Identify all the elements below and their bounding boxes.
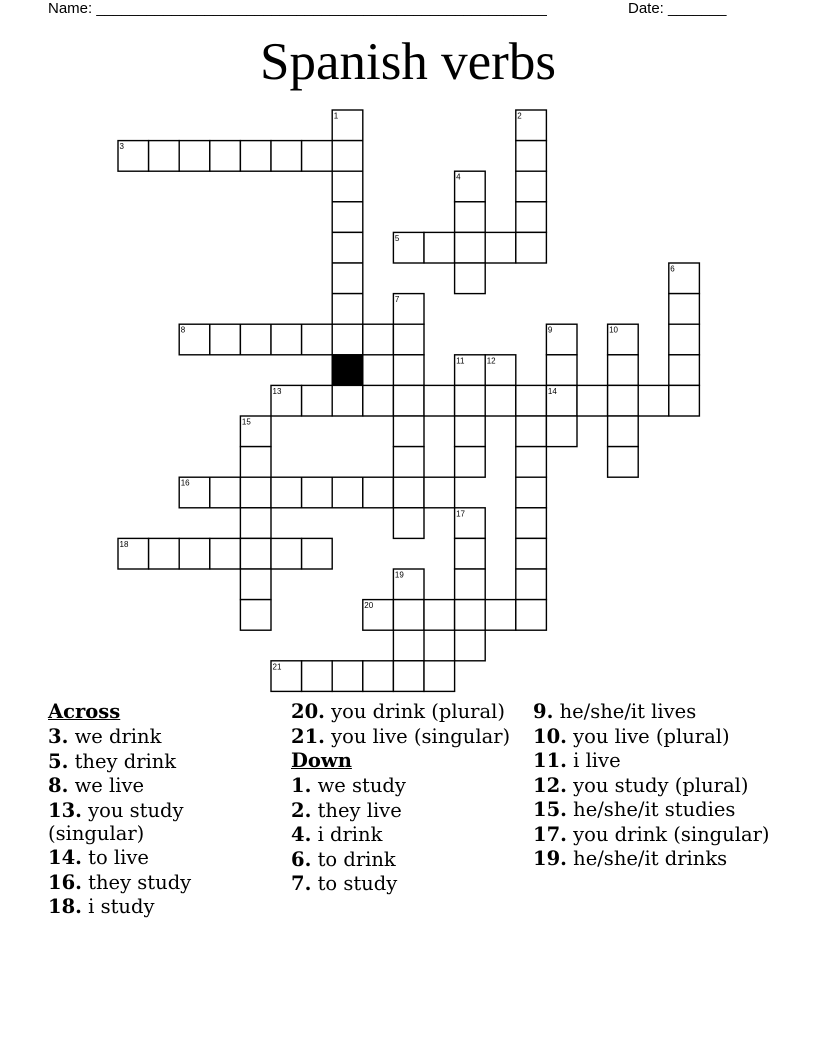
grid-cell[interactable] bbox=[240, 477, 271, 508]
clue-item bbox=[533, 749, 803, 772]
clue-number: 4. bbox=[291, 823, 312, 846]
grid-cell[interactable] bbox=[271, 324, 302, 355]
clue-number: 18. bbox=[48, 895, 82, 918]
grid-cell[interactable] bbox=[210, 538, 241, 569]
clue-item bbox=[533, 700, 803, 723]
grid-cell[interactable] bbox=[669, 294, 700, 325]
grid-cell[interactable] bbox=[332, 171, 363, 202]
grid-cell[interactable] bbox=[393, 600, 424, 631]
clue-number-label: 6 bbox=[670, 264, 675, 274]
grid-cell[interactable] bbox=[608, 355, 639, 386]
clue-text: to study bbox=[317, 872, 398, 895]
across-clue-list-continued bbox=[291, 700, 521, 748]
grid-cell[interactable] bbox=[516, 447, 547, 478]
clue-text: he/she/it lives bbox=[559, 700, 697, 723]
grid-cell[interactable] bbox=[516, 569, 547, 600]
grid-cell[interactable] bbox=[669, 324, 700, 355]
grid-cell[interactable] bbox=[424, 600, 455, 631]
grid-cell[interactable] bbox=[638, 385, 669, 416]
clue-number: 21. bbox=[291, 724, 325, 748]
clue-number: 12. bbox=[533, 773, 567, 797]
clue-item bbox=[533, 798, 803, 821]
clue-number: 19. bbox=[533, 847, 567, 870]
clue-item bbox=[48, 871, 278, 894]
grid-cell[interactable] bbox=[455, 263, 486, 294]
clue-text: they study bbox=[88, 870, 192, 894]
grid-cell[interactable] bbox=[516, 538, 547, 569]
clue-number: 1. bbox=[291, 774, 312, 797]
grid-cell[interactable] bbox=[363, 385, 394, 416]
clue-text: we live bbox=[74, 774, 145, 797]
grid-cell[interactable] bbox=[393, 355, 424, 386]
clue-item bbox=[48, 799, 278, 845]
grid-cell[interactable] bbox=[302, 538, 333, 569]
clue-number: 8. bbox=[48, 774, 69, 797]
clue-item bbox=[48, 774, 278, 797]
grid-cell[interactable] bbox=[608, 447, 639, 478]
clue-text: you drink (plural) bbox=[331, 700, 505, 723]
grid-cell[interactable] bbox=[516, 477, 547, 508]
grid-cell[interactable] bbox=[332, 294, 363, 325]
grid-cell[interactable] bbox=[240, 538, 271, 569]
clue-number-label: 20 bbox=[364, 601, 374, 611]
clue-text: he/she/it drinks bbox=[573, 847, 728, 870]
grid-cell[interactable] bbox=[516, 202, 547, 233]
grid-cell[interactable] bbox=[393, 661, 424, 692]
clue-column-1 bbox=[48, 700, 278, 920]
clue-text: i drink bbox=[317, 823, 383, 846]
grid-cell[interactable] bbox=[455, 447, 486, 478]
clue-number: 7. bbox=[291, 872, 312, 895]
clue-text: you study (singular) bbox=[48, 798, 184, 845]
grid-cell[interactable] bbox=[516, 171, 547, 202]
clue-number: 15. bbox=[533, 798, 567, 821]
grid-cell[interactable] bbox=[455, 538, 486, 569]
grid-cell[interactable] bbox=[424, 661, 455, 692]
grid-cell[interactable] bbox=[302, 477, 333, 508]
clue-number-label: 18 bbox=[119, 539, 129, 549]
grid-cell[interactable] bbox=[455, 232, 486, 263]
clue-number-label: 13 bbox=[272, 386, 282, 396]
clue-number-label: 19 bbox=[394, 570, 404, 580]
grid-cell[interactable] bbox=[179, 141, 210, 172]
grid-cell[interactable] bbox=[516, 600, 547, 631]
clue-number: 3. bbox=[48, 725, 69, 748]
grid-cell[interactable] bbox=[271, 477, 302, 508]
grid-cell[interactable] bbox=[332, 263, 363, 294]
grid-cell[interactable] bbox=[363, 477, 394, 508]
clue-number-label: 12 bbox=[486, 356, 496, 366]
grid-cell[interactable] bbox=[393, 508, 424, 539]
grid-cell[interactable] bbox=[179, 538, 210, 569]
clue-text: we study bbox=[317, 774, 406, 797]
grid-cell[interactable] bbox=[608, 416, 639, 447]
clue-number: 2. bbox=[291, 798, 312, 822]
clue-item bbox=[533, 823, 803, 846]
clue-number-label: 16 bbox=[180, 478, 190, 488]
clue-item bbox=[533, 847, 803, 870]
clue-text: you drink (singular) bbox=[573, 822, 770, 846]
grid-cell[interactable] bbox=[240, 141, 271, 172]
clue-item bbox=[533, 774, 803, 797]
grid-cell[interactable] bbox=[363, 324, 394, 355]
clue-text: we drink bbox=[74, 725, 162, 748]
grid-cell[interactable] bbox=[546, 416, 577, 447]
clue-text: they drink bbox=[74, 749, 177, 773]
clue-number-label: 10 bbox=[609, 325, 619, 335]
clue-text: to live bbox=[88, 846, 149, 869]
clue-item bbox=[291, 799, 521, 822]
clue-number: 20. bbox=[291, 700, 325, 723]
clue-number: 5. bbox=[48, 749, 69, 773]
grid-cell[interactable] bbox=[393, 630, 424, 661]
grid-cell[interactable] bbox=[332, 661, 363, 692]
down-clue-list bbox=[291, 774, 521, 895]
across-heading: Across bbox=[48, 700, 121, 723]
clue-number-label: 21 bbox=[272, 662, 282, 672]
grid-cell[interactable] bbox=[393, 447, 424, 478]
grid-cell[interactable] bbox=[271, 538, 302, 569]
grid-cell[interactable] bbox=[455, 630, 486, 661]
grid-cell[interactable] bbox=[302, 661, 333, 692]
clue-number-label: 3 bbox=[119, 142, 124, 152]
clue-text: you live (singular) bbox=[331, 724, 511, 748]
grid-cell[interactable] bbox=[455, 600, 486, 631]
grid-cell[interactable] bbox=[332, 477, 363, 508]
grid-cell[interactable] bbox=[485, 600, 516, 631]
grid-cell[interactable] bbox=[393, 324, 424, 355]
clue-number-label: 5 bbox=[394, 233, 400, 243]
grid-cell[interactable] bbox=[455, 202, 486, 233]
grid-cell[interactable] bbox=[424, 477, 455, 508]
clue-item bbox=[291, 848, 521, 871]
grid-cell[interactable] bbox=[669, 385, 700, 416]
grid-cell[interactable] bbox=[485, 385, 516, 416]
grid-cell[interactable] bbox=[302, 324, 333, 355]
across-clue-list bbox=[48, 725, 278, 918]
grid-cell[interactable] bbox=[149, 538, 180, 569]
clue-number: 10. bbox=[533, 724, 567, 748]
clue-number-label: 15 bbox=[241, 417, 251, 427]
grid-cell[interactable] bbox=[485, 232, 516, 263]
clue-text: he/she/it studies bbox=[573, 798, 736, 821]
grid-cell[interactable] bbox=[240, 324, 271, 355]
grid-cell[interactable] bbox=[455, 385, 486, 416]
grid-cell[interactable] bbox=[210, 477, 241, 508]
grid-block-cell bbox=[332, 355, 363, 386]
clue-text: to drink bbox=[317, 847, 396, 871]
grid-cell[interactable] bbox=[516, 385, 547, 416]
clue-text: you live (plural) bbox=[573, 724, 730, 748]
grid-cell[interactable] bbox=[516, 141, 547, 172]
clue-number-label: 2 bbox=[517, 111, 522, 121]
grid-cell[interactable] bbox=[424, 385, 455, 416]
clue-number: 11. bbox=[533, 749, 567, 772]
grid-cell[interactable] bbox=[393, 416, 424, 447]
clue-item bbox=[291, 725, 521, 748]
clue-number-label: 1 bbox=[333, 111, 339, 121]
grid-cell[interactable] bbox=[240, 600, 271, 631]
grid-cell[interactable] bbox=[210, 324, 241, 355]
grid-cell[interactable] bbox=[669, 355, 700, 386]
clue-number-label: 9 bbox=[547, 325, 553, 335]
grid-cell[interactable] bbox=[332, 324, 363, 355]
grid-cell[interactable] bbox=[455, 416, 486, 447]
clue-number-label: 14 bbox=[547, 386, 557, 396]
grid-cell[interactable] bbox=[332, 232, 363, 263]
clue-number-label: 7 bbox=[394, 295, 400, 305]
clue-text: i study bbox=[88, 895, 155, 918]
grid-cell[interactable] bbox=[516, 232, 547, 263]
page-title: Spanish verbs bbox=[260, 33, 556, 91]
clue-item bbox=[291, 872, 521, 895]
down-heading: Down bbox=[291, 749, 352, 772]
clue-text: they live bbox=[317, 798, 402, 822]
grid-cell[interactable] bbox=[332, 202, 363, 233]
clue-column-3 bbox=[533, 700, 803, 872]
clue-number: 17. bbox=[533, 822, 567, 846]
grid-cell[interactable] bbox=[271, 141, 302, 172]
grid-cell[interactable] bbox=[210, 141, 241, 172]
grid-cell[interactable] bbox=[240, 508, 271, 539]
date-field-label: Date: _______ bbox=[628, 0, 727, 17]
clue-number: 6. bbox=[291, 847, 312, 871]
clue-item bbox=[48, 725, 278, 748]
grid-cell[interactable] bbox=[516, 416, 547, 447]
grid-cell[interactable] bbox=[332, 385, 363, 416]
clue-number: 16. bbox=[48, 870, 82, 894]
clue-number-label: 8 bbox=[180, 325, 186, 335]
clue-column-2 bbox=[291, 700, 521, 897]
down-clue-list-continued bbox=[533, 700, 803, 870]
grid-cell[interactable] bbox=[149, 141, 180, 172]
grid-cell[interactable] bbox=[363, 661, 394, 692]
grid-cell[interactable] bbox=[393, 385, 424, 416]
name-field-label: Name: ______________________________________________________ bbox=[48, 0, 547, 17]
grid-cell[interactable] bbox=[546, 355, 577, 386]
clue-item bbox=[533, 725, 803, 748]
clue-item bbox=[291, 823, 521, 846]
clue-number-label: 17 bbox=[456, 509, 466, 519]
clue-text: i live bbox=[573, 749, 621, 772]
grid-cell[interactable] bbox=[240, 447, 271, 478]
grid-cell[interactable] bbox=[424, 232, 455, 263]
grid-cell[interactable] bbox=[608, 385, 639, 416]
grid-cell[interactable] bbox=[393, 477, 424, 508]
grid-cell[interactable] bbox=[577, 385, 608, 416]
clue-number: 14. bbox=[48, 846, 82, 869]
clue-text: you study (plural) bbox=[573, 773, 749, 797]
grid-cell[interactable] bbox=[240, 569, 271, 600]
grid-cell[interactable] bbox=[516, 508, 547, 539]
clue-number-label: 11 bbox=[456, 356, 465, 366]
grid-cell[interactable] bbox=[302, 141, 333, 172]
clue-item bbox=[48, 895, 278, 918]
clue-item bbox=[291, 774, 521, 797]
grid-cell[interactable] bbox=[332, 141, 363, 172]
clue-number: 13. bbox=[48, 798, 82, 822]
clue-item bbox=[48, 846, 278, 869]
clue-item bbox=[291, 700, 521, 723]
clue-number-label: 4 bbox=[456, 172, 461, 182]
grid-cell[interactable] bbox=[455, 569, 486, 600]
clue-number: 9. bbox=[533, 700, 554, 723]
clue-item bbox=[48, 750, 278, 773]
grid-cell[interactable] bbox=[302, 385, 333, 416]
